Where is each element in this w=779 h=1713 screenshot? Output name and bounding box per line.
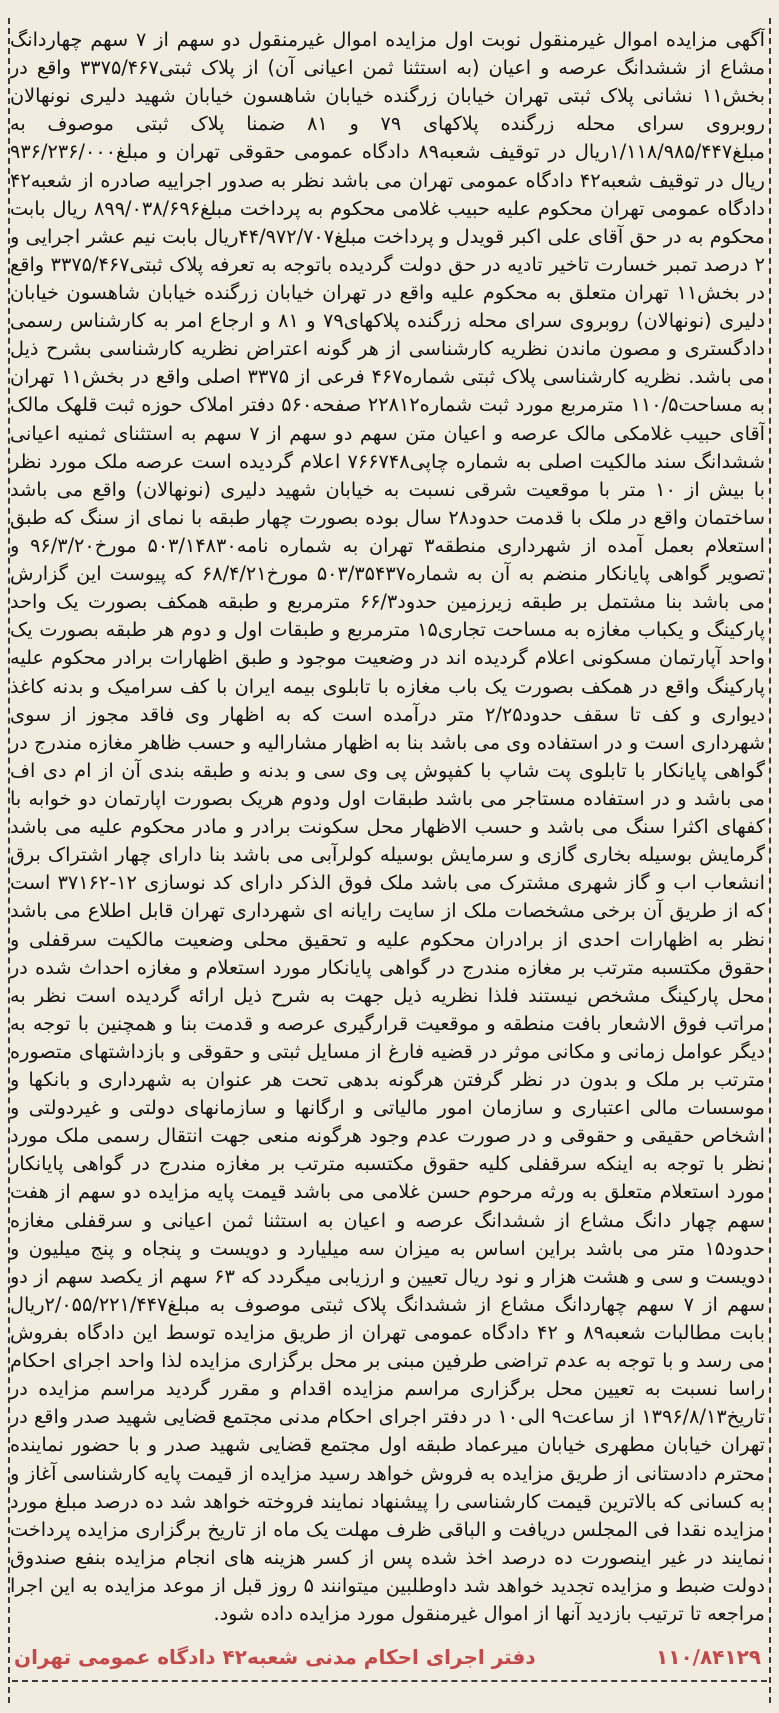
notice-code: ۱۱۰/۸۴۱۲۹ [656,1645,761,1669]
bottom-divider [12,1680,767,1682]
issuing-office: دفتر اجرای احکام مدنی شعبه۴۲ دادگاه عمومی تهران [14,1645,536,1669]
notice-footer [14,1640,761,1674]
auction-notice [10,26,765,1631]
notice-body: آگهی مزایده اموال غیرمنقول نوبت اول مزایده اموال غیرمنقول دو سهم از ۷ سهم چهاردانگ مشاع از ششدانگ عرصه و اعیان (به استثنا ثمن اعیانی آن) از پلاک ثبتی۳۳۷۵/۴۶۷ واقع در بخش۱۱ نشانی پلاک ثبتی تهران خیابان زرگنده خیابان شاهسون خیابان شهید دلیری نونهالان روبروی سرای محله زرگنده پلاکهای ۷۹ و ۸۱ ضمنا پلاک ثبتی موصوف به مبلغ۱/۱۱۸/۹۸۵/۴۴۷ریال در توقیف شعبه۸۹ دادگاه عمومی حقوقی تهران و مبلغ۹۳۶/۲۳۶/۰۰۰ ریال در توقیف شعبه۴۲ دادگاه عمومی تهران می باشد نظر به صدور اجراییه صادره از شعبه۴۲ دادگاه عمومی تهران محکوم علیه حبیب غلامی محکوم به پرداخت مبلغ۸۹۹/۰۳۸/۶۹۶ ریال بابت محکوم به در حق آقای علی اکبر قویدل و پرداخت مبلغ۴۴/۹۷۲/۷۰۷ریال بابت نیم عشر اجرایی و ۲ درصد تمبر خسارت تاخیر تادیه در حق دولت گردیده باتوجه به تعرفه پلاک ثبتی۳۳۷۵/۴۶۷ واقع در بخش۱۱ تهران متعلق به محکوم علیه واقع در تهران خیابان زرگنده خیابان شاهسون خیابان دلیری (نونهالان) روبروی سرای محله زرگنده پلاکهای۷۹ و ۸۱ و ارجاع امر به کارشناس رسمی دادگستری و مصون ماندن نظریه کارشناسی از هر گونه اعتراض نظریه کارشناسی بشرح ذیل می باشد. نظریه کارشناسی پلاک ثبتی شماره۴۶۷ فرعی از ۳۳۷۵ اصلی واقع در بخش۱۱ تهران به مساحت۱۱۰/۵ مترمربع مورد ثبت شماره۲۲۸۱۲ صفحه۵۶۰ دفتر املاک حوزه ثبت قلهک مالک آقای حبیب غلامکی مالک عرصه و اعیان متن سهم دو سهم از ۷ سهم به استثنای ثمنیه اعیانی ششدانگ سند مالکیت اصلی به شماره چاپی۷۶۶۷۴۸ اعلام گردیده است عرصه ملک مورد نظر با بیش از ۱۰ متر با موقعیت شرقی نسبت به خیابان شهید دلیری (نونهالان) واقع می باشد ساختمان واقع در ملک با قدمت حدود۲۸ سال بوده بصورت چهار طبقه با نمای از سنگ که طبق استعلام بعمل آمده از شهرداری منطقه۳ تهران به شماره نامه۵۰۳/۱۴۸۳۰ مورخ۹۶/۳/۲۰ و تصویر گواهی پایانکار منضم به آن به شماره۵۰۳/۳۵۴۳۷ مورخ۶۸/۴/۲۱ که پیوست این گزارش می باشد بنا مشتمل بر طبقه زیرزمین حدود۶۶/۳ مترمربع و طبقه همکف بصورت یک واحد پارکینگ و یکباب مغازه به مساحت تجاری۱۵ مترمربع و طبقات اول و دوم هر طبقه بصورت یک واحد آپارتمان مسکونی اعلام گردیده اند در وضعیت موجود و طبق اظهارات برادر محکوم علیه پارکینگ واقع در همکف بصورت یک باب مغازه با تابلوی بیمه ایران با کف سرامیک و بدنه کاغذ دیواری و کف تا سقف حدود۲/۲۵ متر درآمده است که به اظهار وی فاقد مجوز از سوی شهرداری است و در استفاده وی می باشد بنا به اظهار مشارالیه و حسب ظاهر مغازه مندرج در گواهی پایانکار با تابلوی پت شاپ با کفپوش پی وی سی و بدنه و طبقه بندی آن از ام دی اف می باشد و در استفاده مستاجر می باشد طبقات اول ودوم هریک بصورت اپارتمان دو خوابه با کفهای اکثرا سنگ می باشد و حسب الاظهار محل سکونت برادر و مادر محکوم علیه می باشد گرمایش بوسیله بخاری گازی و سرمایش بوسیله کولرآبی می باشد بنا دارای چهار اشتراک برق انشعاب اب و گاز شهری مشترک می باشد ملک فوق الذکر دارای کد نوسازی ۱۲-۳۷۱۶۲ است که از طریق آن برخی مشخصات ملک از سایت رایانه ای شهرداری تهران قابل اطلاع می باشد نظر به اظهارات احدی از برادران محکوم علیه و تحقیق محلی وضعیت مالکیت سرقفلی و حقوق مکتسبه مترتب بر مغازه مندرج در گواهی پایانکار مورد استعلام و مغازه احداث شده در محل پارکینگ مشخص نیستند فلذا نظریه ذیل جهت به شرح ذیل ارائه گردیده است نظر به مراتب فوق الاشعار بافت منطقه و موقعیت قرارگیری عرصه و قدمت بنا و همچنین با توجه به دیگر عوامل زمانی و مکانی موثر در قضیه فارغ از مسایل ثبتی و حقوقی و بازداشتهای متصوره مترتب بر ملک و بدون در نظر گرفتن هرگونه بدهی تحت هر عنوان به شهرداری و بانکها و موسسات مالی اعتباری و سازمان امور مالیاتی و ارگانها و سازمانهای دولتی و غیردولتی و اشخاص حقیقی و حقوقی و در صورت عدم وجود هرگونه منعی جهت انتقال رسمی ملک مورد نظر با توجه به اینکه سرقفلی کلیه حقوق مکتسبه مترتب بر مغازه مندرج در گواهی پایانکار مورد استعلام متعلق به ورثه مرحوم حسن غلامی می باشد قیمت پایه مزایده دو سهم از هفت سهم چهار دانگ مشاع از ششدانگ عرصه و اعیان به استثنا ثمن اعیانی و سرقفلی مغازه حدود۱۵ متر می باشد براین اساس به میزان سه میلیارد و دویست و پنجاه و پنج میلیون و دویست و سی و هشت هزار و نود ریال تعیین و ارزیابی میگردد که ۶۳ سهم از یکصد سهم از دو سهم از ۷ سهم چهاردانگ مشاع از ششدانگ پلاک ثبتی موصوف به مبلغ۲/۰۵۵/۲۲۱/۴۴۷ریال بابت مطالبات شعبه۸۹ و ۴۲ دادگاه عمومی تهران از طریق مزایده توسط این دادگاه بفروش می رسد و با توجه به عدم تراضی طرفین مبنی بر محل برگزاری مزایده لذا واحد اجرای احکام راسا نسبت به تعیین محل برگزاری مراسم مزایده اقدام و مقرر گردید مراسم مزایده در تاریخ۱۳۹۶/۸/۱۳ از ساعت۹ الی۱۰ در دفتر اجرای احکام مدنی مجتمع قضایی شهید صدر واقع در تهران خیابان مطهری خیابان میرعماد طبقه اول مجتمع قضایی شهید صدر و با حضور نماینده محترم دادستانی از طریق مزایده به فروش خواهد رسید مزایده از قیمت پایه کارشناسی آغاز و به کسانی که بالاترین قیمت کارشناسی را پیشنهاد نمایند فروخته خواهد شد ده درصد مبلغ مورد مزایده نقدا فی المجلس دریافت و الباقی ظرف مهلت یک ماه از تاریخ برگزاری مزایده پرداخت نمایند در غیر اینصورت ده درصد اخذ شده پس از کسر هزینه های انجام مزایده بنفع صندوق دولت ضبط و مزایده تجدید خواهد شد داوطلبین میتوانند ۵ روز قبل از موعد مزایده به این اجرا مراجعه تا ترتیب بازدید آنها از اموال غیرمنقول مورد مزایده داده شود. [10,28,765,1626]
